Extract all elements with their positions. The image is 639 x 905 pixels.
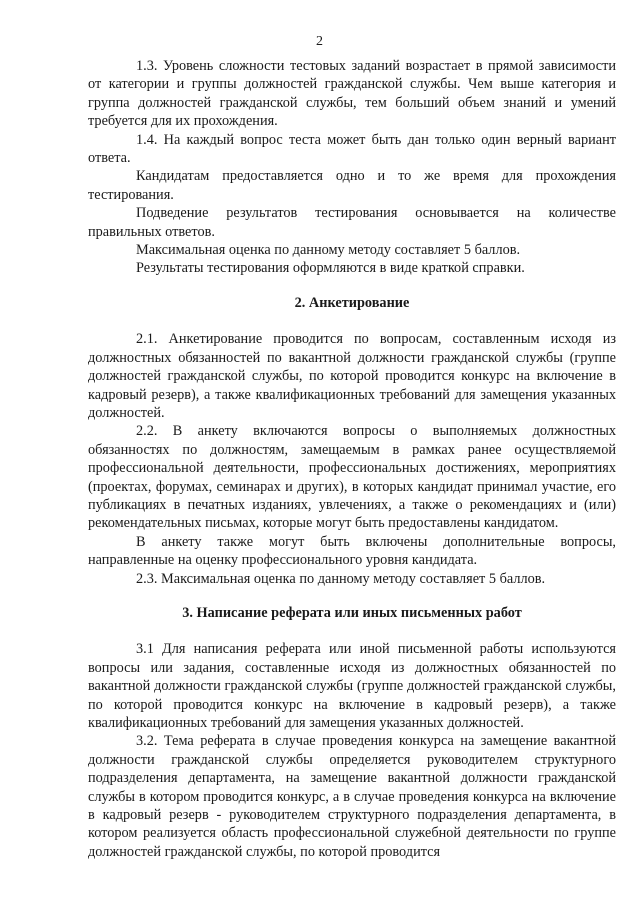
spacer	[88, 312, 616, 330]
spacer	[88, 278, 616, 294]
spacer	[88, 622, 616, 640]
document-body	[88, 57, 616, 861]
spacer	[88, 588, 616, 604]
paragraph-max-score-1: Максимальная оценка по данному методу составляет 5 баллов.	[136, 242, 521, 259]
paragraph-2-1: 2.1. Анкетирование проводится по вопросам, составленным исходя из должностных обязанностей по вакантной должности гражданской службы (группе должностей гражданской службы, по которой проводится конкурс на включение в кадровый резерв), а также квалификационных требований для замещения указанных должностей.	[88, 331, 616, 421]
paragraph-3-2: 3.2. Тема реферата в случае проведения конкурса на замещение вакантной должности гражданской службы определяется руководителем структурного подразделения департамента, на замещение вакантной должности гражданской службы в котором проводится конкурс, а в случае проведения конкурса на включение в кадровый резерв - руководителем структурного подразделения департамента, в котором реализуется область профессиональной служебной деятельности по группе должностей гражданской службы, по которой проводится	[88, 733, 616, 860]
paragraph-2-3: 2.3. Максимальная оценка по данному методу составляет 5 баллов.	[136, 570, 546, 587]
paragraph-results-basis: Подведение результатов тестирования основывается на количестве правильных ответов.	[88, 205, 616, 240]
section-2-heading: 2. Анкетирование	[294, 294, 410, 311]
paragraph-3-1: 3.1 Для написания реферата или иной письменной работы используются вопросы или задания, составленные исходя из должностных обязанностей по вакантной должности гражданской службы (группе должностей гражданской службы, по которой проводится конкурс на включение в кадровый резерв), а также квалификационных требований для замещения указанных должностей.	[88, 641, 616, 731]
paragraph-results-format: Результаты тестирования оформляются в виде краткой справки.	[136, 260, 525, 277]
paragraph-time: Кандидатам предоставляется одно и то же время для прохождения тестирования.	[88, 168, 616, 203]
paragraph-additional-questions: В анкету также могут быть включены дополнительные вопросы, направленные на оценку профессионального уровня кандидата.	[88, 533, 616, 569]
paragraph-1-4: 1.4. На каждый вопрос теста может быть дан только один верный вариант ответа.	[88, 131, 616, 167]
paragraph-1-3: 1.3. Уровень сложности тестовых заданий возрастает в прямой зависимости от категории и группы должностей гражданской службы. Чем выше категория и группа должностей гражданской службы, тем больший объем знаний и умений требуется для их прохождения.	[88, 58, 616, 130]
section-3-heading: 3. Написание реферата или иных письменных работ	[182, 604, 522, 621]
page-number: 2	[316, 34, 323, 49]
paragraph-2-2: 2.2. В анкету включаются вопросы о выполняемых должностных обязанностях по должностям, замещаемым в рамках ранее осуществляемой профессиональной деятельности, профессиональных достижениях, мероприятиях (проектах, форумах, семинарах и других), в которых кандидат принимал участие, его публикациях в печатных изданиях, увлечениях, а также о рекомендациях и (или) рекомендательных письмах, которые могут быть предоставлены кандидатом.	[88, 423, 616, 532]
